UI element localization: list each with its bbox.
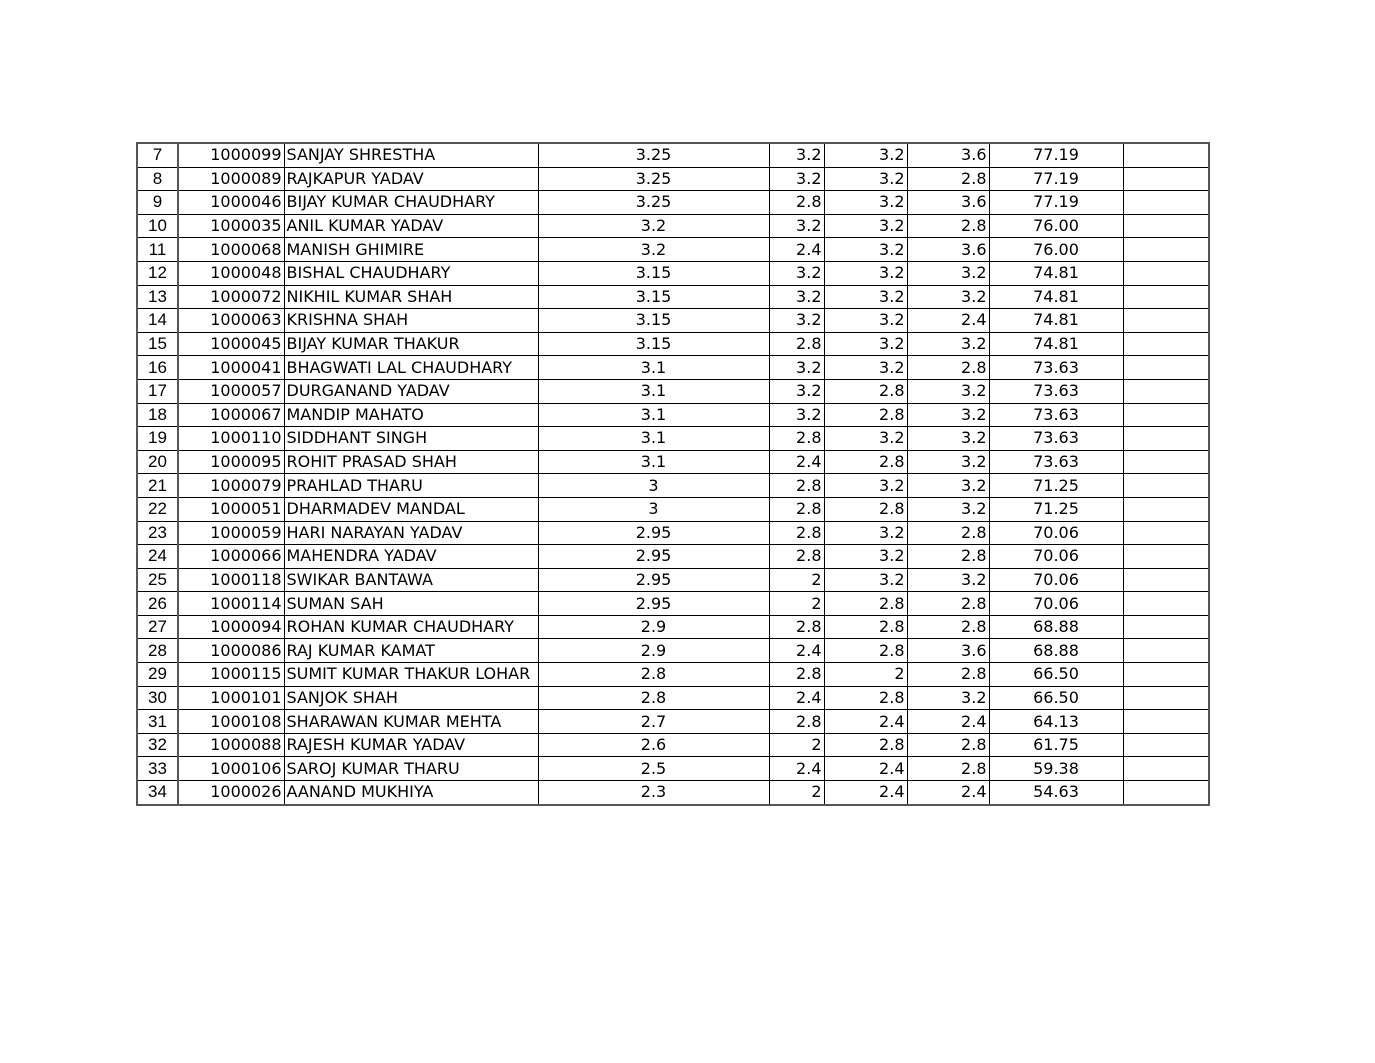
student-name-cell: DHARMADEV MANDAL [284,497,538,521]
remark-cell [1123,285,1209,309]
serial-number-cell: 28 [137,639,178,663]
percentage-cell: 73.63 [989,379,1123,403]
remark-cell [1123,191,1209,215]
score-3-cell: 3.2 [907,568,989,592]
percentage-cell: 74.81 [989,285,1123,309]
score-3-cell: 2.8 [907,757,989,781]
score-1-cell: 2.8 [769,497,824,521]
remark-cell [1123,733,1209,757]
score-1-cell: 2.8 [769,710,824,734]
gpa-cell: 3.15 [538,285,769,309]
score-3-cell: 3.2 [907,474,989,498]
remark-cell [1123,710,1209,734]
percentage-cell: 77.19 [989,143,1123,167]
student-name-cell: PRAHLAD THARU [284,474,538,498]
score-1-cell: 2 [769,568,824,592]
score-2-cell: 3.2 [824,545,907,569]
percentage-cell: 68.88 [989,615,1123,639]
score-3-cell: 3.2 [907,450,989,474]
score-1-cell: 3.2 [769,379,824,403]
score-2-cell: 2.8 [824,592,907,616]
gpa-cell: 2.8 [538,663,769,687]
results-table [136,142,1210,806]
registration-number-cell: 1000026 [178,781,284,805]
table-row [137,521,1209,545]
gpa-cell: 2.6 [538,733,769,757]
student-name-cell: MANDIP MAHATO [284,403,538,427]
serial-number-cell: 14 [137,309,178,333]
percentage-cell: 70.06 [989,592,1123,616]
registration-number-cell: 1000114 [178,592,284,616]
gpa-cell: 2.5 [538,757,769,781]
student-name-cell: BIJAY KUMAR THAKUR [284,332,538,356]
score-2-cell: 2 [824,663,907,687]
table-row [137,379,1209,403]
score-3-cell: 3.6 [907,639,989,663]
score-3-cell: 2.8 [907,545,989,569]
score-2-cell: 3.2 [824,521,907,545]
gpa-cell: 2.3 [538,781,769,805]
remark-cell [1123,639,1209,663]
score-2-cell: 3.2 [824,191,907,215]
table-row [137,238,1209,262]
score-3-cell: 3.2 [907,285,989,309]
percentage-cell: 73.63 [989,450,1123,474]
score-1-cell: 2 [769,733,824,757]
score-3-cell: 3.2 [907,403,989,427]
score-3-cell: 3.6 [907,143,989,167]
score-1-cell: 3.2 [769,309,824,333]
remark-cell [1123,214,1209,238]
student-name-cell: ROHIT PRASAD SHAH [284,450,538,474]
percentage-cell: 77.19 [989,191,1123,215]
student-name-cell: RAJESH KUMAR YADAV [284,733,538,757]
gpa-cell: 3.15 [538,309,769,333]
student-name-cell: BIJAY KUMAR CHAUDHARY [284,191,538,215]
serial-number-cell: 7 [137,143,178,167]
percentage-cell: 70.06 [989,545,1123,569]
table-row [137,450,1209,474]
percentage-cell: 70.06 [989,521,1123,545]
table-row [137,615,1209,639]
score-2-cell: 2.8 [824,450,907,474]
score-3-cell: 3.6 [907,238,989,262]
score-3-cell: 2.8 [907,167,989,191]
serial-number-cell: 24 [137,545,178,569]
score-3-cell: 2.8 [907,615,989,639]
score-2-cell: 3.2 [824,356,907,380]
registration-number-cell: 1000035 [178,214,284,238]
remark-cell [1123,450,1209,474]
remark-cell [1123,403,1209,427]
registration-number-cell: 1000108 [178,710,284,734]
gpa-cell: 3.1 [538,356,769,380]
remark-cell [1123,757,1209,781]
registration-number-cell: 1000072 [178,285,284,309]
score-1-cell: 2.8 [769,663,824,687]
remark-cell [1123,332,1209,356]
score-1-cell: 3.2 [769,214,824,238]
serial-number-cell: 33 [137,757,178,781]
remark-cell [1123,663,1209,687]
registration-number-cell: 1000088 [178,733,284,757]
percentage-cell: 59.38 [989,757,1123,781]
table-row [137,568,1209,592]
registration-number-cell: 1000066 [178,545,284,569]
score-1-cell: 2.4 [769,686,824,710]
remark-cell [1123,474,1209,498]
percentage-cell: 64.13 [989,710,1123,734]
table-row [137,497,1209,521]
percentage-cell: 71.25 [989,474,1123,498]
score-1-cell: 2.4 [769,238,824,262]
table-row [137,356,1209,380]
remark-cell [1123,143,1209,167]
table-row [137,710,1209,734]
student-name-cell: RAJKAPUR YADAV [284,167,538,191]
score-2-cell: 3.2 [824,332,907,356]
student-name-cell: SHARAWAN KUMAR MEHTA [284,710,538,734]
gpa-cell: 2.95 [538,521,769,545]
registration-number-cell: 1000099 [178,143,284,167]
score-1-cell: 3.2 [769,167,824,191]
score-2-cell: 2.4 [824,710,907,734]
gpa-cell: 3.1 [538,379,769,403]
gpa-cell: 3.2 [538,238,769,262]
gpa-cell: 2.7 [538,710,769,734]
table-row [137,143,1209,167]
gpa-cell: 3.15 [538,261,769,285]
percentage-cell: 74.81 [989,332,1123,356]
percentage-cell: 66.50 [989,686,1123,710]
serial-number-cell: 15 [137,332,178,356]
table-row [137,474,1209,498]
student-name-cell: SUMIT KUMAR THAKUR LOHAR [284,663,538,687]
score-2-cell: 2.8 [824,615,907,639]
registration-number-cell: 1000041 [178,356,284,380]
score-3-cell: 3.2 [907,379,989,403]
score-1-cell: 3.2 [769,261,824,285]
score-3-cell: 2.8 [907,663,989,687]
serial-number-cell: 11 [137,238,178,262]
score-1-cell: 3.2 [769,403,824,427]
percentage-cell: 66.50 [989,663,1123,687]
score-3-cell: 3.2 [907,332,989,356]
score-3-cell: 3.2 [907,497,989,521]
student-name-cell: ROHAN KUMAR CHAUDHARY [284,615,538,639]
serial-number-cell: 20 [137,450,178,474]
registration-number-cell: 1000063 [178,309,284,333]
score-2-cell: 3.2 [824,309,907,333]
score-2-cell: 2.8 [824,497,907,521]
serial-number-cell: 25 [137,568,178,592]
percentage-cell: 73.63 [989,356,1123,380]
score-3-cell: 2.8 [907,521,989,545]
percentage-cell: 54.63 [989,781,1123,805]
registration-number-cell: 1000045 [178,332,284,356]
registration-number-cell: 1000118 [178,568,284,592]
score-1-cell: 3.2 [769,143,824,167]
gpa-cell: 3.1 [538,450,769,474]
score-3-cell: 2.8 [907,214,989,238]
score-3-cell: 2.4 [907,781,989,805]
score-1-cell: 3.2 [769,356,824,380]
remark-cell [1123,427,1209,451]
score-2-cell: 3.2 [824,143,907,167]
gpa-cell: 2.9 [538,639,769,663]
gpa-cell: 3 [538,474,769,498]
percentage-cell: 70.06 [989,568,1123,592]
score-2-cell: 3.2 [824,167,907,191]
table-row [137,332,1209,356]
remark-cell [1123,309,1209,333]
score-1-cell: 2.8 [769,521,824,545]
gpa-cell: 2.8 [538,686,769,710]
table-row [137,309,1209,333]
score-2-cell: 3.2 [824,474,907,498]
serial-number-cell: 19 [137,427,178,451]
gpa-cell: 3 [538,497,769,521]
table-row [137,686,1209,710]
remark-cell [1123,686,1209,710]
score-3-cell: 3.2 [907,686,989,710]
remark-cell [1123,261,1209,285]
percentage-cell: 76.00 [989,214,1123,238]
score-1-cell: 2.8 [769,332,824,356]
registration-number-cell: 1000046 [178,191,284,215]
student-name-cell: SANJOK SHAH [284,686,538,710]
score-3-cell: 2.4 [907,309,989,333]
student-name-cell: NIKHIL KUMAR SHAH [284,285,538,309]
registration-number-cell: 1000067 [178,403,284,427]
table-row [137,545,1209,569]
score-1-cell: 2.4 [769,450,824,474]
score-2-cell: 2.8 [824,733,907,757]
registration-number-cell: 1000106 [178,757,284,781]
table-row [137,733,1209,757]
table-row [137,403,1209,427]
remark-cell [1123,379,1209,403]
registration-number-cell: 1000079 [178,474,284,498]
remark-cell [1123,238,1209,262]
score-3-cell: 2.4 [907,710,989,734]
remark-cell [1123,781,1209,805]
percentage-cell: 76.00 [989,238,1123,262]
score-1-cell: 2 [769,592,824,616]
table-row [137,214,1209,238]
table-row [137,663,1209,687]
student-name-cell: KRISHNA SHAH [284,309,538,333]
registration-number-cell: 1000095 [178,450,284,474]
table-row [137,757,1209,781]
gpa-cell: 3.2 [538,214,769,238]
table-row [137,261,1209,285]
student-name-cell: SAROJ KUMAR THARU [284,757,538,781]
serial-number-cell: 22 [137,497,178,521]
remark-cell [1123,356,1209,380]
serial-number-cell: 16 [137,356,178,380]
table-row [137,427,1209,451]
remark-cell [1123,568,1209,592]
percentage-cell: 73.63 [989,403,1123,427]
score-1-cell: 2.8 [769,474,824,498]
serial-number-cell: 23 [137,521,178,545]
serial-number-cell: 10 [137,214,178,238]
student-name-cell: MAHENDRA YADAV [284,545,538,569]
table-row [137,781,1209,805]
score-2-cell: 2.8 [824,686,907,710]
gpa-cell: 3.1 [538,427,769,451]
serial-number-cell: 31 [137,710,178,734]
score-2-cell: 3.2 [824,261,907,285]
score-3-cell: 2.8 [907,592,989,616]
serial-number-cell: 32 [137,733,178,757]
student-name-cell: ANIL KUMAR YADAV [284,214,538,238]
registration-number-cell: 1000115 [178,663,284,687]
table-row [137,167,1209,191]
table-row [137,639,1209,663]
registration-number-cell: 1000051 [178,497,284,521]
registration-number-cell: 1000086 [178,639,284,663]
serial-number-cell: 17 [137,379,178,403]
serial-number-cell: 8 [137,167,178,191]
gpa-cell: 2.9 [538,615,769,639]
remark-cell [1123,545,1209,569]
student-name-cell: SANJAY SHRESTHA [284,143,538,167]
serial-number-cell: 13 [137,285,178,309]
percentage-cell: 61.75 [989,733,1123,757]
percentage-cell: 77.19 [989,167,1123,191]
gpa-cell: 3.25 [538,143,769,167]
serial-number-cell: 12 [137,261,178,285]
serial-number-cell: 30 [137,686,178,710]
table-row [137,285,1209,309]
score-2-cell: 3.2 [824,214,907,238]
table-row [137,592,1209,616]
student-name-cell: SWIKAR BANTAWA [284,568,538,592]
percentage-cell: 74.81 [989,309,1123,333]
score-2-cell: 3.2 [824,427,907,451]
percentage-cell: 71.25 [989,497,1123,521]
registration-number-cell: 1000089 [178,167,284,191]
serial-number-cell: 18 [137,403,178,427]
percentage-cell: 74.81 [989,261,1123,285]
remark-cell [1123,592,1209,616]
score-1-cell: 2.4 [769,757,824,781]
score-1-cell: 3.2 [769,285,824,309]
serial-number-cell: 21 [137,474,178,498]
score-3-cell: 3.6 [907,191,989,215]
gpa-cell: 3.25 [538,191,769,215]
score-1-cell: 2 [769,781,824,805]
serial-number-cell: 29 [137,663,178,687]
student-name-cell: RAJ KUMAR KAMAT [284,639,538,663]
student-name-cell: HARI NARAYAN YADAV [284,521,538,545]
student-name-cell: MANISH GHIMIRE [284,238,538,262]
percentage-cell: 68.88 [989,639,1123,663]
percentage-cell: 73.63 [989,427,1123,451]
registration-number-cell: 1000057 [178,379,284,403]
serial-number-cell: 26 [137,592,178,616]
score-1-cell: 2.8 [769,427,824,451]
student-name-cell: DURGANAND YADAV [284,379,538,403]
score-2-cell: 2.8 [824,403,907,427]
table-body [137,143,1209,805]
score-1-cell: 2.4 [769,639,824,663]
table-row [137,191,1209,215]
serial-number-cell: 27 [137,615,178,639]
score-2-cell: 3.2 [824,285,907,309]
serial-number-cell: 9 [137,191,178,215]
student-name-cell: BISHAL CHAUDHARY [284,261,538,285]
score-3-cell: 3.2 [907,427,989,451]
score-1-cell: 2.8 [769,191,824,215]
score-1-cell: 2.8 [769,545,824,569]
registration-number-cell: 1000110 [178,427,284,451]
remark-cell [1123,167,1209,191]
registration-number-cell: 1000101 [178,686,284,710]
gpa-cell: 3.1 [538,403,769,427]
student-name-cell: SUMAN SAH [284,592,538,616]
gpa-cell: 2.95 [538,568,769,592]
score-2-cell: 2.4 [824,757,907,781]
score-3-cell: 2.8 [907,356,989,380]
student-name-cell: AANAND MUKHIYA [284,781,538,805]
score-1-cell: 2.8 [769,615,824,639]
gpa-cell: 2.95 [538,545,769,569]
score-2-cell: 3.2 [824,238,907,262]
remark-cell [1123,521,1209,545]
student-name-cell: BHAGWATI LAL CHAUDHARY [284,356,538,380]
gpa-cell: 3.25 [538,167,769,191]
registration-number-cell: 1000059 [178,521,284,545]
score-2-cell: 2.8 [824,639,907,663]
score-3-cell: 3.2 [907,261,989,285]
registration-number-cell: 1000048 [178,261,284,285]
score-2-cell: 2.8 [824,379,907,403]
gpa-cell: 2.95 [538,592,769,616]
student-name-cell: SIDDHANT SINGH [284,427,538,451]
registration-number-cell: 1000094 [178,615,284,639]
score-3-cell: 2.8 [907,733,989,757]
gpa-cell: 3.15 [538,332,769,356]
score-2-cell: 2.4 [824,781,907,805]
registration-number-cell: 1000068 [178,238,284,262]
remark-cell [1123,497,1209,521]
serial-number-cell: 34 [137,781,178,805]
remark-cell [1123,615,1209,639]
score-2-cell: 3.2 [824,568,907,592]
